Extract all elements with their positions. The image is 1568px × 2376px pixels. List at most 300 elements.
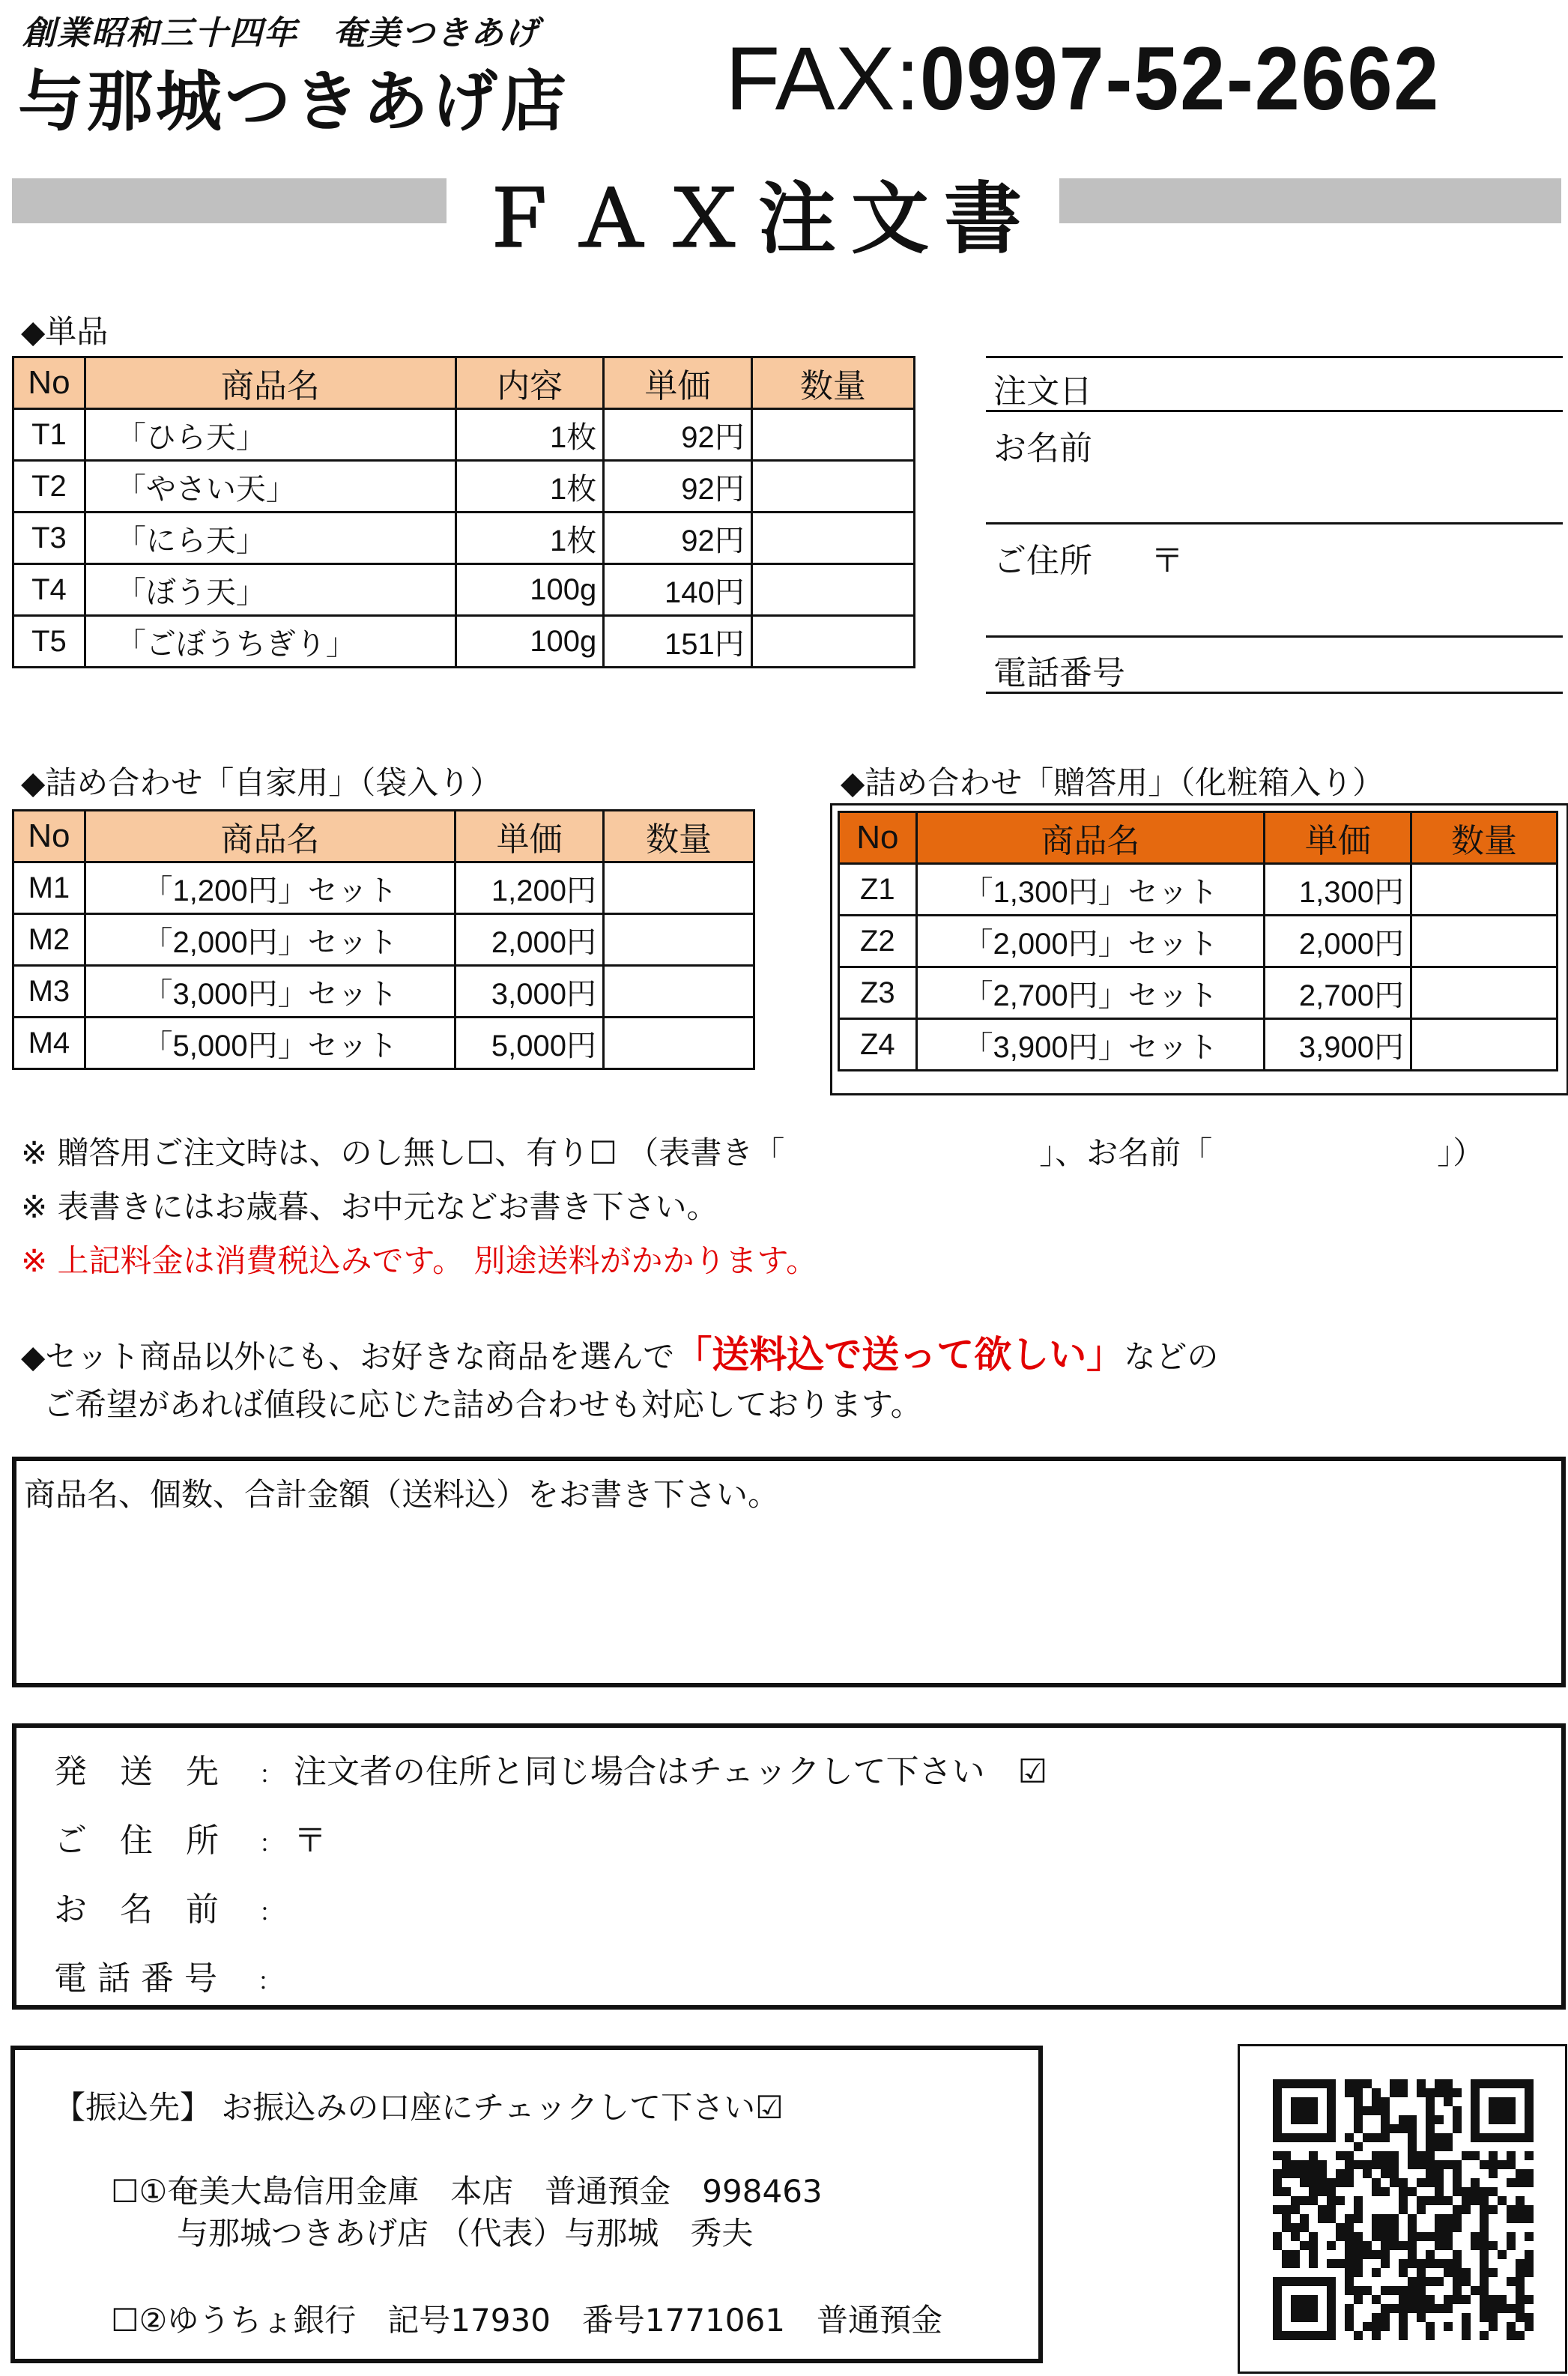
qr-module — [1480, 2313, 1489, 2322]
qr-module — [1435, 2133, 1444, 2142]
qr-module — [1282, 2160, 1291, 2169]
item-no: Z1 — [839, 864, 917, 916]
qr-module — [1489, 2205, 1498, 2214]
qr-module — [1345, 2268, 1354, 2277]
qr-module — [1525, 2151, 1534, 2160]
qr-module — [1363, 2286, 1372, 2295]
qty-input[interactable] — [1411, 916, 1557, 967]
qr-module — [1426, 2088, 1435, 2097]
qr-module — [1507, 2178, 1516, 2187]
qr-module — [1444, 2079, 1453, 2088]
qr-module — [1408, 2133, 1417, 2142]
qr-module — [1426, 2250, 1435, 2259]
qr-module — [1408, 2142, 1417, 2151]
qr-module — [1291, 2160, 1300, 2169]
qty-input[interactable] — [603, 1018, 754, 1069]
table-header-row — [13, 811, 754, 862]
qr-module — [1354, 2205, 1363, 2214]
qr-module — [1345, 2088, 1354, 2097]
qty-input[interactable] — [1411, 1019, 1557, 1071]
qr-module — [1516, 2214, 1525, 2223]
qr-module — [1471, 2286, 1480, 2295]
qr-module — [1309, 2187, 1318, 2196]
item-name: 「5,000円」セット — [85, 1018, 455, 1069]
qr-module — [1309, 2259, 1318, 2268]
qr-module — [1300, 2241, 1309, 2250]
item-no: T5 — [13, 616, 85, 668]
qr-module — [1390, 2079, 1399, 2088]
qr-module — [1489, 2187, 1498, 2196]
qty-input[interactable] — [1411, 967, 1557, 1019]
table-row — [839, 967, 1558, 1019]
fax-number: 0997-52-2662 — [920, 28, 1441, 129]
qr-module — [1345, 2304, 1354, 2313]
qr-module — [1435, 2196, 1444, 2205]
qr-module — [1516, 2196, 1525, 2205]
qr-module — [1345, 2151, 1354, 2160]
customer-address-label: ご住所 — [993, 542, 1092, 580]
qr-module — [1381, 2241, 1390, 2250]
qr-module — [1363, 2133, 1372, 2142]
qr-module — [1372, 2322, 1381, 2331]
qr-module — [1498, 2160, 1507, 2169]
qr-module — [1426, 2232, 1435, 2241]
qr-module — [1471, 2232, 1480, 2241]
qr-module — [1426, 2133, 1435, 2142]
qr-module — [1462, 2295, 1471, 2304]
qr-module — [1444, 2214, 1453, 2223]
qr-module — [1507, 2232, 1516, 2241]
bank1-holder: 与那城つきあげ店 （代表）与那城 秀夫 — [177, 2215, 754, 2252]
item-price: 1,200円 — [455, 862, 604, 914]
qr-module — [1435, 2214, 1444, 2223]
qr-module — [1282, 2214, 1291, 2223]
qr-module — [1381, 2151, 1390, 2160]
qr-module — [1291, 2169, 1300, 2178]
qty-input[interactable] — [751, 616, 914, 668]
qr-module — [1480, 2223, 1489, 2232]
qr-module — [1381, 2097, 1390, 2106]
info-rule-top — [986, 356, 1563, 358]
qr-module — [1291, 2205, 1300, 2214]
qr-module — [1381, 2187, 1390, 2196]
qr-module — [1390, 2241, 1399, 2250]
qr-module — [1516, 2169, 1525, 2178]
qr-module — [1480, 2187, 1489, 2196]
qr-module — [1381, 2232, 1390, 2241]
qr-module — [1426, 2178, 1435, 2187]
table-row — [13, 1018, 754, 1069]
qr-module — [1399, 2322, 1408, 2331]
qr-module — [1381, 2304, 1390, 2313]
qr-module — [1372, 2097, 1381, 2106]
qty-input[interactable] — [603, 966, 754, 1018]
page-title: ＦＡＸ注文書 — [479, 173, 1038, 264]
qr-module — [1462, 2187, 1471, 2196]
qr-module — [1381, 2286, 1390, 2295]
qr-module — [1345, 2241, 1354, 2250]
item-content: 100g — [455, 564, 603, 616]
qr-module — [1471, 2196, 1480, 2205]
bank2-option[interactable]: ☐②ゆうちょ銀行 記号17930 番号1771061 普通預金 — [111, 2302, 942, 2339]
item-name: 「ごぼうちぎり」 — [85, 616, 455, 668]
item-name: 「ぼう天」 — [85, 564, 455, 616]
qr-module — [1345, 2322, 1354, 2331]
qr-module — [1336, 2178, 1345, 2187]
qr-module — [1282, 2151, 1291, 2160]
qr-module — [1300, 2223, 1309, 2232]
qr-module — [1462, 2268, 1471, 2277]
qr-module — [1507, 2214, 1516, 2223]
qr-module — [1480, 2304, 1489, 2313]
qr-module — [1525, 2232, 1534, 2241]
qr-module — [1309, 2178, 1318, 2187]
qr-module — [1282, 2169, 1291, 2178]
table-row — [13, 914, 754, 966]
col-content: 内容 — [455, 357, 603, 409]
postal-mark: 〒 — [1151, 542, 1184, 580]
qr-module — [1381, 2223, 1390, 2232]
qr-module — [1471, 2178, 1480, 2187]
qr-module — [1417, 2178, 1426, 2187]
qr-module — [1354, 2250, 1363, 2259]
qr-module — [1354, 2232, 1363, 2241]
customer-phone-label: 電話番号 — [993, 654, 1125, 692]
qr-module — [1516, 2295, 1525, 2304]
item-price: 5,000円 — [455, 1018, 604, 1069]
qr-module — [1471, 2241, 1480, 2250]
qr-module — [1417, 2079, 1426, 2088]
qr-module — [1444, 2268, 1453, 2277]
bank1-option[interactable]: ☐①奄美大島信用金庫 本店 普通預金 998463 — [111, 2173, 823, 2210]
item-name: 「にら天」 — [85, 513, 455, 564]
qr-module — [1399, 2286, 1408, 2295]
qr-module — [1489, 2097, 1516, 2124]
custom-order-textbox[interactable] — [12, 1457, 1566, 1687]
qty-input[interactable] — [751, 461, 914, 513]
qr-module — [1399, 2115, 1408, 2124]
qty-input[interactable] — [751, 409, 914, 461]
qr-module — [1345, 2214, 1354, 2223]
fax-label: FAX: — [725, 28, 921, 129]
qr-module — [1336, 2196, 1345, 2205]
qr-module — [1318, 2205, 1327, 2214]
qr-module — [1354, 2115, 1363, 2124]
qr-module — [1354, 2106, 1363, 2115]
qr-module — [1354, 2214, 1363, 2223]
qr-module — [1372, 2223, 1381, 2232]
table-row — [13, 513, 915, 564]
qr-module — [1318, 2160, 1327, 2169]
col-qty: 数量 — [603, 811, 754, 862]
qr-module — [1291, 2295, 1318, 2322]
qr-module — [1417, 2304, 1426, 2313]
qr-module — [1372, 2160, 1381, 2169]
qr-module — [1489, 2304, 1498, 2313]
qr-module — [1273, 2232, 1282, 2241]
qr-module — [1408, 2250, 1417, 2259]
item-no: T1 — [13, 409, 85, 461]
qr-module — [1381, 2313, 1390, 2322]
qr-module — [1336, 2259, 1345, 2268]
qr-module — [1363, 2241, 1372, 2250]
col-qty: 数量 — [1411, 812, 1557, 864]
qr-module — [1417, 2295, 1426, 2304]
customer-name-field[interactable] — [986, 522, 1563, 525]
qr-module — [1444, 2160, 1453, 2169]
custom-order-hint: 商品名、個数、合計金額（送料込）をお書き下さい。 — [24, 1476, 780, 1513]
qr-module — [1381, 2160, 1390, 2169]
qr-module — [1408, 2115, 1417, 2124]
qr-module — [1444, 2322, 1453, 2331]
qr-module — [1507, 2160, 1516, 2169]
qr-module — [1300, 2214, 1309, 2223]
item-content: 1枚 — [455, 513, 603, 564]
qr-module — [1462, 2205, 1471, 2214]
table-row — [839, 916, 1558, 967]
custom-note-start: ◆セット商品以外にも、お好きな商品を選んで — [21, 1338, 675, 1375]
qr-module — [1309, 2241, 1318, 2250]
qr-module — [1453, 2259, 1462, 2268]
qr-module — [1480, 2331, 1489, 2340]
qr-module — [1462, 2331, 1471, 2340]
qr-module — [1372, 2268, 1381, 2277]
qr-module — [1282, 2259, 1291, 2268]
shipping-sep: ： — [258, 1760, 283, 1789]
item-no: T2 — [13, 461, 85, 513]
qr-module — [1480, 2286, 1489, 2295]
item-price: 2,000円 — [1265, 916, 1411, 967]
qr-module — [1444, 2259, 1453, 2268]
qr-module — [1354, 2097, 1363, 2106]
qr-module — [1318, 2187, 1327, 2196]
qr-module — [1390, 2169, 1399, 2178]
qr-module — [1273, 2178, 1282, 2187]
qr-module — [1525, 2259, 1534, 2268]
qr-module — [1408, 2277, 1417, 2286]
col-no: No — [13, 357, 85, 409]
qr-module — [1516, 2277, 1525, 2286]
qr-module — [1372, 2106, 1381, 2115]
fax-number-heading — [725, 27, 1498, 131]
qr-module — [1408, 2304, 1417, 2313]
customer-name-label: お名前 — [993, 429, 1092, 468]
qr-module — [1435, 2259, 1444, 2268]
qr-module — [1453, 2106, 1462, 2115]
item-name: 「2,000円」セット — [916, 916, 1265, 967]
item-no: Z2 — [839, 916, 917, 967]
qty-input[interactable] — [1411, 864, 1557, 916]
qr-module — [1399, 2259, 1408, 2268]
qr-module — [1390, 2232, 1399, 2241]
customer-address-field[interactable] — [986, 635, 1563, 638]
qr-module — [1291, 2250, 1300, 2259]
col-name: 商品名 — [85, 357, 455, 409]
gift-note — [21, 1128, 1484, 1173]
qr-module — [1363, 2169, 1372, 2178]
qr-module — [1372, 2133, 1381, 2142]
qr-module — [1507, 2277, 1516, 2286]
qr-module — [1525, 2169, 1534, 2178]
qr-module — [1462, 2313, 1471, 2322]
qr-module — [1453, 2295, 1462, 2304]
qr-module — [1453, 2268, 1462, 2277]
qr-module — [1426, 2331, 1435, 2340]
item-name: 「やさい天」 — [85, 461, 455, 513]
qr-module — [1480, 2160, 1489, 2169]
qr-module — [1381, 2133, 1390, 2142]
qr-module — [1516, 2331, 1525, 2340]
qr-module — [1354, 2079, 1363, 2088]
item-no: T4 — [13, 564, 85, 616]
qr-module — [1345, 2079, 1354, 2088]
qr-module — [1480, 2241, 1489, 2250]
qr-module — [1408, 2295, 1417, 2304]
qr-module — [1426, 2169, 1435, 2178]
qr-module — [1435, 2115, 1444, 2124]
item-no: Z3 — [839, 967, 917, 1019]
shipping-sep: ： — [257, 1967, 282, 1995]
shipping-address-field[interactable]: 〒 — [294, 1822, 327, 1860]
qr-module — [1390, 2178, 1399, 2187]
qty-input[interactable] — [603, 862, 754, 914]
qr-module — [1489, 2313, 1498, 2322]
qr-module — [1444, 2142, 1453, 2151]
shipping-sep: ： — [258, 1898, 283, 1926]
qr-module — [1435, 2178, 1444, 2187]
custom-note-highlight: 「送料込で送って欲しい」 — [674, 1333, 1124, 1376]
qr-module — [1453, 2286, 1462, 2295]
qr-module — [1327, 2205, 1336, 2214]
qr-module — [1381, 2250, 1390, 2259]
shipping-label: 電 話 番 号 — [54, 1959, 217, 1998]
qr-module — [1300, 2196, 1309, 2205]
qr-module — [1399, 2196, 1408, 2205]
qr-module — [1435, 2088, 1444, 2097]
item-content: 1枚 — [455, 409, 603, 461]
qr-module — [1417, 2088, 1426, 2097]
qr-module — [1363, 2079, 1372, 2088]
qr-module — [1318, 2214, 1327, 2223]
qr-module — [1408, 2232, 1417, 2241]
item-price: 92円 — [604, 513, 751, 564]
qr-module — [1408, 2124, 1417, 2133]
qr-module — [1489, 2322, 1498, 2331]
col-price: 単価 — [1265, 812, 1411, 864]
qr-module — [1471, 2151, 1480, 2160]
table-header-row — [839, 812, 1558, 864]
qr-module — [1426, 2295, 1435, 2304]
custom-note-line2: ご希望があれば値段に応じた詰め合わせも対応しております。 — [43, 1386, 922, 1423]
qr-module — [1444, 2241, 1453, 2250]
qty-input[interactable] — [603, 914, 754, 966]
qr-module — [1300, 2160, 1309, 2169]
qr-module — [1390, 2214, 1399, 2223]
qr-module — [1435, 2223, 1444, 2232]
qr-module — [1453, 2088, 1462, 2097]
gift-note-middle: 」、お名前「 — [1039, 1134, 1213, 1171]
qr-module — [1525, 2214, 1534, 2223]
qr-module — [1498, 2295, 1507, 2304]
qr-module — [1345, 2223, 1354, 2232]
item-name: 「2,000円」セット — [85, 914, 455, 966]
qr-module — [1354, 2286, 1363, 2295]
shipping-label: 発 送 先 — [54, 1753, 219, 1791]
qr-module — [1435, 2241, 1444, 2250]
item-name: 「2,700円」セット — [916, 967, 1265, 1019]
order-date-field[interactable] — [986, 410, 1563, 412]
qr-module — [1516, 2304, 1525, 2313]
qty-input[interactable] — [751, 513, 914, 564]
title-bar-right — [1059, 178, 1561, 223]
qr-module — [1390, 2160, 1399, 2169]
qr-module — [1417, 2205, 1426, 2214]
shipping-row-phone — [54, 1951, 292, 1999]
table-row — [839, 1019, 1558, 1071]
qr-module — [1363, 2322, 1372, 2331]
qr-module — [1363, 2106, 1372, 2115]
noshi-note: ※ 表書きにはお歳暮、お中元などお書き下さい。 — [21, 1188, 718, 1225]
qr-module — [1291, 2232, 1300, 2241]
qr-module — [1435, 2232, 1444, 2241]
qty-input[interactable] — [751, 564, 914, 616]
qr-module — [1336, 2223, 1345, 2232]
qr-module — [1399, 2124, 1408, 2133]
qr-module — [1318, 2169, 1327, 2178]
qr-module — [1507, 2151, 1516, 2160]
title-bar-left — [12, 178, 447, 223]
qr-module — [1282, 2250, 1291, 2259]
qr-module — [1354, 2259, 1363, 2268]
qr-module — [1516, 2268, 1525, 2277]
qr-module — [1444, 2097, 1453, 2106]
qr-module — [1399, 2313, 1408, 2322]
qr-module — [1462, 2151, 1471, 2160]
qr-module — [1408, 2160, 1417, 2169]
home-set-heading: ◆詰め合わせ「自家用」（袋入り） — [21, 764, 502, 801]
qr-module — [1327, 2259, 1336, 2268]
table-row — [13, 564, 915, 616]
same-address-check[interactable]: 注文者の住所と同じ場合はチェックして下さい ☑ — [294, 1753, 1048, 1791]
customer-phone-field[interactable] — [986, 692, 1563, 694]
col-price: 単価 — [455, 811, 604, 862]
qr-module — [1282, 2187, 1291, 2196]
qr-module — [1480, 2259, 1489, 2268]
qr-module — [1471, 2187, 1480, 2196]
col-price: 単価 — [604, 357, 751, 409]
qr-module — [1363, 2250, 1372, 2259]
qr-module — [1327, 2196, 1336, 2205]
item-price: 92円 — [604, 461, 751, 513]
qr-module — [1291, 2097, 1318, 2124]
qr-module — [1399, 2304, 1408, 2313]
qr-module — [1372, 2295, 1381, 2304]
qr-module — [1489, 2268, 1498, 2277]
qr-module — [1480, 2250, 1489, 2259]
qr-module — [1480, 2196, 1489, 2205]
item-name: 「3,900円」セット — [916, 1019, 1265, 1071]
qr-module — [1507, 2331, 1516, 2340]
qr-module — [1444, 2223, 1453, 2232]
qr-code-graphic — [1240, 2046, 1565, 2372]
qr-module — [1435, 2079, 1444, 2088]
qr-module — [1399, 2331, 1408, 2340]
shipping-row-address — [54, 1813, 327, 1861]
qr-module — [1426, 2160, 1435, 2169]
qr-module — [1345, 2277, 1354, 2286]
item-content: 100g — [455, 616, 603, 668]
qr-module — [1525, 2322, 1534, 2331]
